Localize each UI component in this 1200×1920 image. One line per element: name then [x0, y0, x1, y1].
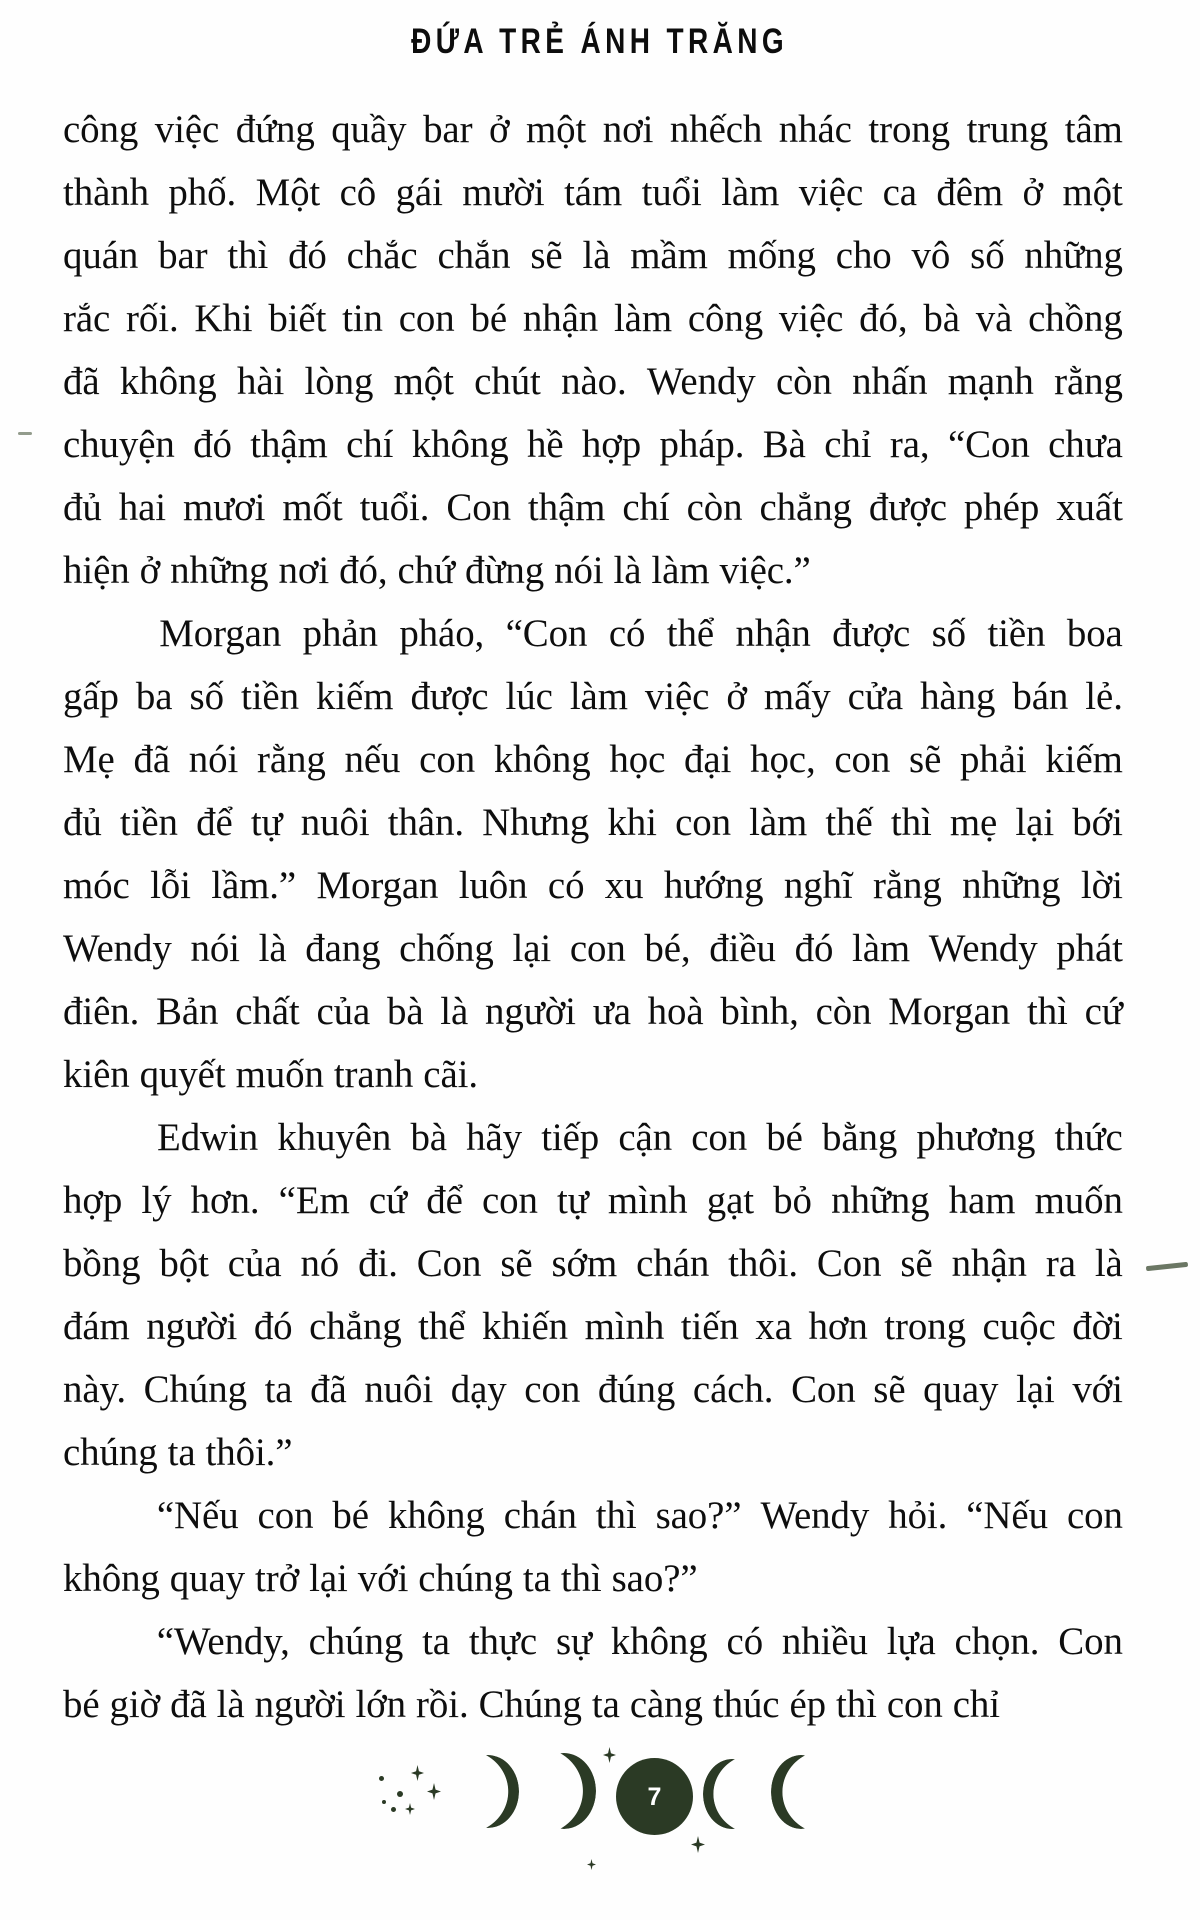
text-line: điên. Bản chất của bà là người ưa hoà bình, còn Morgan thì cứ — [63, 989, 1123, 1033]
text-line: công việc đứng quầy bar ở một nơi nhếch nhác trong trung tâm — [63, 107, 1123, 151]
star-diamond-icon — [587, 1859, 596, 1870]
text-line: hợp lý hơn. “Em cứ để con tự mình gạt bỏ những ham muốn — [63, 1178, 1123, 1222]
footer-ornament — [0, 1733, 1200, 1898]
text-line: đủ tiền để tự nuôi thân. Nhưng khi con làm thế thì mẹ lại bới — [63, 800, 1123, 844]
star-dot-icon — [379, 1776, 384, 1781]
text-line: “Nếu con bé không chán thì sao?” Wendy hỏi. “Nếu con — [63, 1484, 1123, 1547]
text-line: đã không hài lòng một chút nào. Wendy còn nhấn mạnh rằng — [63, 359, 1123, 403]
running-head-title: ĐỨA TRẺ ÁNH TRĂNG — [411, 22, 789, 61]
star-dot-icon — [397, 1791, 403, 1797]
text-line: rắc rối. Khi biết tin con bé nhận làm công việc đó, bà và chồng — [63, 296, 1123, 340]
text-line: đám người đó chẳng thể khiến mình tiến xa hơn trong cuộc đời — [63, 1304, 1123, 1348]
text-line: Morgan phản pháo, “Con có thể nhận được số tiền boa — [63, 602, 1123, 665]
text-line: Mẹ đã nói rằng nếu con không học đại học, con sẽ phải kiếm — [63, 737, 1123, 781]
text-line: gấp ba số tiền kiếm được lúc làm việc ở mấy cửa hàng bán lẻ. — [63, 674, 1123, 718]
text-line: “Wendy, chúng ta thực sự không có nhiều lựa chọn. Con — [63, 1610, 1123, 1673]
text-line: thành phố. Một cô gái mười tám tuổi làm việc ca đêm ở một — [63, 170, 1123, 214]
text-line: Wendy nói là đang chống lại con bé, điều đó làm Wendy phát — [63, 926, 1123, 970]
crescent-waxing-icon — [532, 1753, 596, 1829]
text-line: chuyện đó thậm chí không hề hợp pháp. Bà chỉ ra, “Con chưa — [63, 422, 1123, 466]
text-line: kiên quyết muốn tranh cãi. — [63, 1052, 478, 1096]
crescent-waning-icon — [771, 1755, 831, 1829]
first-line-indent — [63, 1484, 138, 1547]
page-number: 7 — [647, 1783, 662, 1811]
text-line: hiện ở những nơi đó, chứ đừng nói là làm việc.” — [63, 548, 811, 592]
text-line: quán bar thì đó chắc chắn sẽ là mầm mống cho vô số những — [63, 233, 1123, 277]
paragraph — [63, 1610, 1139, 1736]
star-dot-icon — [382, 1800, 386, 1804]
text-line: đủ hai mươi mốt tuổi. Con thậm chí còn chẳng được phép xuất — [63, 485, 1123, 529]
running-head — [0, 22, 1200, 62]
crescent-waxing-icon — [457, 1755, 519, 1828]
scan-artifact-right — [1146, 1262, 1188, 1271]
crescent-waning-icon — [703, 1759, 761, 1829]
first-line-indent — [63, 1610, 138, 1673]
body-text-block — [63, 98, 1139, 1736]
text-line: chúng ta thôi.” — [63, 1430, 293, 1474]
star-diamond-icon — [411, 1765, 424, 1781]
text-line: Edwin khuyên bà hãy tiếp cận con bé bằng phương thức — [63, 1106, 1123, 1169]
text-line: móc lỗi lầm.” Morgan luôn có xu hướng nghĩ rằng những lời — [63, 863, 1123, 907]
first-line-indent — [63, 602, 138, 665]
text-line: bồng bột của nó đi. Con sẽ sớm chán thôi. Con sẽ nhận ra là — [63, 1241, 1123, 1285]
paragraph — [63, 1484, 1139, 1610]
star-diamond-icon — [405, 1803, 415, 1815]
first-line-indent — [63, 1106, 138, 1169]
star-dot-icon — [391, 1807, 396, 1812]
paragraph — [63, 602, 1139, 1106]
text-line: không quay trở lại với chúng ta thì sao?” — [63, 1556, 698, 1600]
moon-phases-ornament — [365, 1733, 835, 1898]
scan-artifact-left — [18, 432, 32, 435]
paragraph — [63, 98, 1139, 602]
text-line: này. Chúng ta đã nuôi dạy con đúng cách. Con sẽ quay lại với — [63, 1367, 1123, 1411]
paragraph — [63, 1106, 1139, 1484]
text-line: bé giờ đã là người lớn rồi. Chúng ta càng thúc ép thì con chỉ — [63, 1682, 1000, 1726]
star-diamond-icon — [603, 1747, 616, 1763]
star-diamond-icon — [691, 1836, 705, 1853]
star-diamond-icon — [427, 1783, 441, 1800]
